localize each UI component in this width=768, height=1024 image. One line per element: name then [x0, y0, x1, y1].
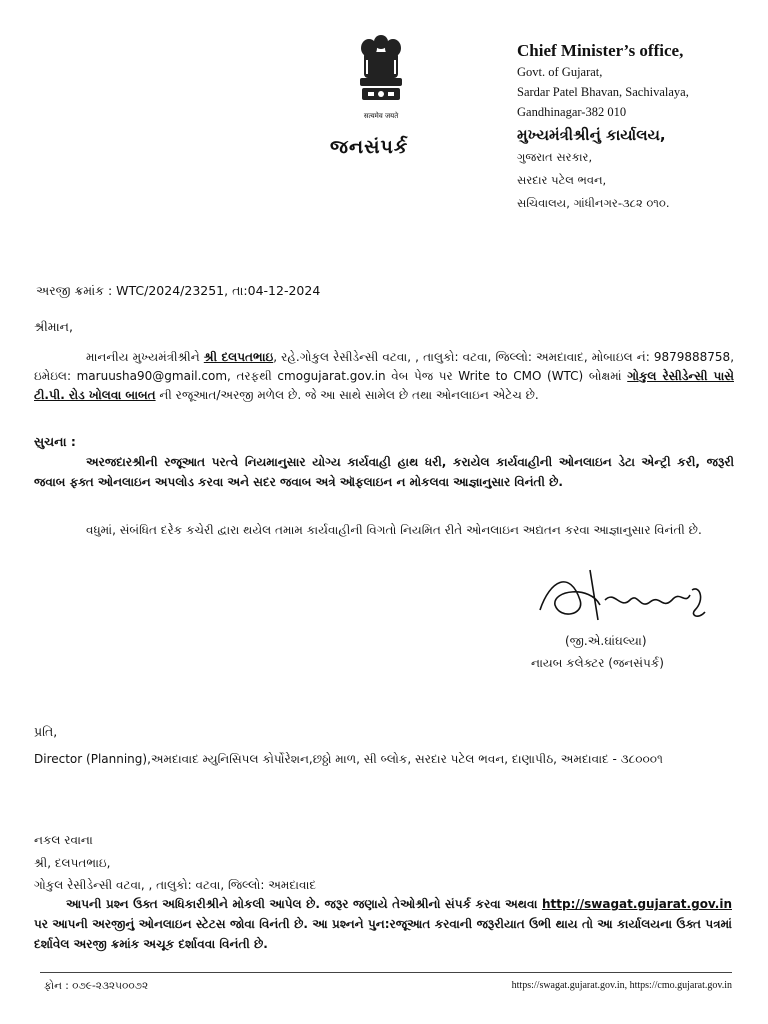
emblem-caption: सत्यमेव जयते: [363, 112, 399, 120]
copy-to-line: શ્રી, દલપતભાઇ,: [34, 855, 111, 870]
office-title: Chief Minister’s office,: [517, 41, 684, 60]
notice-label: સુચના :: [34, 434, 76, 449]
info-paragraph: આપની પ્રશ્ન ઉક્ત અધિકારીશ્રીને મોકલી આપેલ છે. જરૂર જણાયે તેઓશ્રીનો સંપર્ક કરવા અથવા http://swagat.gujarat.gov.in પર આપની અરજીનું ઓનલાઇન સ્ટેટસ જોવા વિનંતી છે. આ પ્રશ્નને પુન:રજૂઆત કરવાની જરૂરીયાત ઉભી થાય તો આ કાર્યાલયના ઉક્ત પત્રમાં દર્શાવેલ અરજી ક્રમાંક અચૂક દર્શાવવા વિનંતી છે.: [34, 897, 732, 951]
subject: ગોકુલ રેસીડેન્સી પાસે ટી.પી. રોડ ખોલવા બાબત: [34, 369, 734, 402]
recipient-address: Director (Planning),અમદાવાદ મ્યુનિસિપલ કોર્પોરેશન,છઠ્ઠો માળ, સી બ્લોક, સરદાર પટેલ ભવન, દાણાપીઠ, અમદાવાદ - ૩૮૦૦૦૧: [34, 752, 663, 766]
address-line: ગુજરાત સરકાર,: [517, 150, 593, 164]
footer-links[interactable]: https://swagat.gujarat.gov.in, https://cmo.gujarat.gov.in: [511, 980, 732, 991]
address-line: સચિવાલય, ગાંધીનગર-૩૮૨ ૦૧૦.: [517, 196, 670, 210]
signatory-name: (જી.એ.ઘાંઘલ્યા): [565, 634, 647, 648]
recipient-label: પ્રતિ,: [34, 724, 58, 739]
copy-to-line: ગોકુલ રેસીડેન્સી વટવા, , તાલુકો: વટવા, જિલ્લો: અમદાવાદ: [34, 878, 317, 892]
office-address-gujarati: [517, 124, 670, 215]
copy-to-label: નકલ રવાના: [34, 833, 93, 847]
application-reference: અરજી ક્રમાંક : WTC/2024/23251, તા:04-12-2024: [36, 283, 321, 298]
signature: [520, 560, 720, 630]
signatory-designation: નાયબ કલેક્ટર (જનસંપર્ક): [531, 656, 664, 670]
address-line: Gandhinagar-382 010: [517, 105, 627, 119]
office-address-english: [517, 40, 689, 122]
address-line: સરદાર પટેલ ભવન,: [517, 173, 607, 187]
salutation: શ્રીમાન,: [34, 319, 73, 334]
body-paragraph-1: માનનીય મુખ્યમંત્રીશ્રીને શ્રી દલપતભાઇ, રહે.ગોકુલ રેસીડેન્સી વટવા, , તાલુકો: વટવા, જિલ્લો: અમદાવાદ, મોબાઇલ નં: 9879888758, ઇમેઇલ: maruusha90@gmail.com, તરફથી cmogujarat.gov.in વેબ પેજ પર Write to CMO (WTC) બોક્ષમાં ગોકુલ રેસીડેન્સી પાસે ટી.પી. રોડ ખોલવા બાબત ની રજૂઆત/અરજી મળેલ છે. જે આ સાથે સામેલ છે તથા ઓનલાઇન એટેચ છે.: [34, 350, 735, 402]
address-line: Govt. of Gujarat,: [517, 65, 603, 79]
footer-phone: ફોન : ૦૭૯-૨૩૨૫૦૦૭૨: [44, 980, 149, 992]
body-paragraph-2: અરજદારશ્રીની રજૂઆત પરત્વે નિયમાનુસાર યોગ્ય કાર્યવાહી હાથ ધરી, કરાયેલ કાર્યવાહીની ઓનલાઇન ડેટા એન્ટ્રી કરી, જરૂરી જવાબ ફક્ત ઓનલાઇન અપલોડ કરવા અને સદર જવાબ અત્રે ઑફલાઇન ન મોકલવા આજ્ઞાનુસાર વિનંતી છે.: [34, 455, 734, 489]
body-paragraph-3: વધુમાં, સંબંધિત દરેક કચેરી દ્વારા થયેલ તમામ કાર્યવાહીની વિગતો નિયમિત રીતે ઓનલાઇન અદ્યતન કરવા આજ્ઞાનુસાર વિનંતી છે.: [86, 523, 702, 537]
swagat-link[interactable]: http://swagat.gujarat.gov.in: [541, 897, 732, 911]
department-name: જનસંપર્ક: [330, 136, 409, 158]
footer-divider: [40, 972, 732, 973]
office-title: મુખ્યમંત્રીશ્રીનું કાર્યાલય,: [517, 126, 666, 144]
national-emblem-icon: [348, 32, 414, 124]
applicant-name: શ્રી દલપતભાઇ: [203, 350, 274, 364]
address-line: Sardar Patel Bhavan, Sachivalaya,: [517, 85, 689, 99]
copy-to: [34, 829, 316, 897]
